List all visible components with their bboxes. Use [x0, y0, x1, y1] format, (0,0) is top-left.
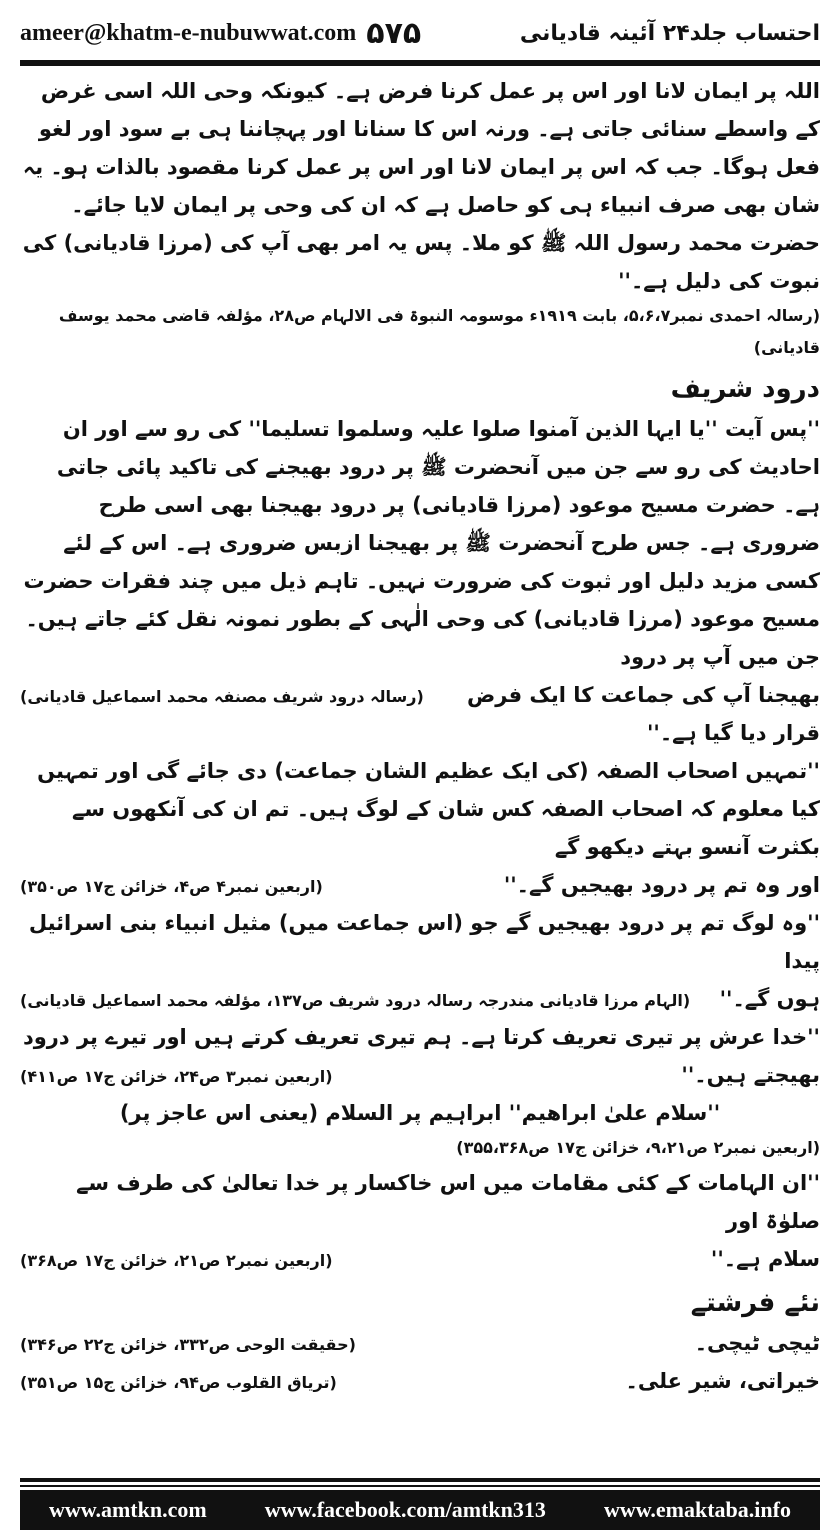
header-email: ameer@khatm-e-nubuwwat.com — [20, 19, 357, 46]
paragraph-6: ''سلام علیٰ ابراھیم'' ابراہیم پر السلام (یعنی اس عاجز پر) — [119, 1101, 721, 1125]
paragraph-3: ''تمہیں اصحاب الصفہ (کی ایک عظیم الشان جماعت) دی جائے گی اور تمہیں کیا معلوم کہ اصحاب الصفہ کس شان کے لوگ ہیں۔ تم ان کی آنکھوں سے بکثرت آنسو بہتے دیکھو گے — [37, 759, 820, 859]
footer-rule-thick — [20, 1478, 820, 1482]
paragraph-7-end: سلام ہے۔'' — [710, 1247, 820, 1271]
page-number: ۵۷۵ — [366, 15, 422, 51]
angel-item-2-row — [20, 1362, 820, 1400]
header-rule — [20, 60, 820, 66]
angel-item-1: ٹیچی ٹیچی۔ — [694, 1331, 820, 1355]
footer-bar — [20, 1490, 820, 1530]
paragraph-5-end: بھیجتے ہیں۔'' — [681, 1063, 820, 1087]
heading-durood-sharif: درود شریف — [670, 374, 820, 404]
paragraph-7-end-row — [20, 1240, 820, 1278]
footer-link-amtkn[interactable]: www.amtkn.com — [49, 1497, 207, 1522]
paragraph-7: ''ان الہامات کے کئی مقامات میں اس خاکسار پر خدا تعالیٰ کی طرف سے صلوٰۃ اور — [76, 1171, 820, 1233]
heading-new-angels: نئے فرشتے — [690, 1288, 820, 1318]
paragraph-2-end-row — [20, 676, 820, 752]
footer-link-facebook[interactable]: www.facebook.com/amtkn313 — [264, 1497, 546, 1522]
reference-2: (رسالہ درود شریف مصنفہ محمد اسماعیل قادیانی) — [20, 687, 424, 706]
paragraph-3-end-row — [20, 866, 820, 904]
angel-item-1-row — [20, 1324, 820, 1362]
paragraph-5: ''خدا عرش پر تیری تعریف کرتا ہے۔ ہم تیری تعریف کرتے ہیں اور تیرے پر درود — [22, 1025, 820, 1049]
reference-5: (اربعین نمبر۳ ص۲۴، خزائن ج۱۷ ص۴۱۱) — [20, 1067, 333, 1086]
paragraph-3-end: اور وہ تم پر درود بھیجیں گے۔'' — [503, 873, 820, 897]
reference-3: (اربعین نمبر۴ ص۴، خزائن ج۱۷ ص۳۵۰) — [20, 877, 323, 896]
footer-rule-thin — [20, 1485, 820, 1487]
footer-rules — [20, 1478, 820, 1487]
page-content — [20, 72, 820, 1400]
footer-link-emaktaba[interactable]: www.emaktaba.info — [603, 1497, 791, 1522]
angel-item-1-reference: (حقیقت الوحی ص۳۳۲، خزائن ج۲۲ ص۳۴۶) — [20, 1335, 356, 1354]
angel-item-2: خیراتی، شیر علی۔ — [625, 1369, 820, 1393]
reference-1: (رسالہ احمدی نمبر۵،۶،۷، بابت ۱۹۱۹ء موسومہ النبوۃ فی الالہام ص۲۸، مؤلفہ قاضی محمد یوسف قادیانی) — [58, 306, 820, 357]
page-header — [20, 8, 820, 58]
paragraph-4-end-row — [20, 980, 820, 1018]
paragraph-1: اللہ پر ایمان لانا اور اس پر عمل کرنا فرض ہے۔ کیونکہ وحی اللہ اسی غرض کے واسطے سنائی جاتی ہے۔ ورنہ اس کا سنانا اور پہچاننا ہی بے سود اور لغو فعل ہوگا۔ جب کہ اس پر ایمان لانا اور اس پر عمل کرنا مقصود بالذات ہو۔ یہ شان بھی صرف انبیاء ہی کو حاصل ہے کہ ان کی وحی پر ایمان لایا جائے۔ حضرت محمد رسول اللہ ﷺ کو ملا۔ پس یہ امر بھی آپ کی (مرزا قادیانی) کی نبوت کی دلیل ہے۔'' — [22, 79, 820, 293]
angel-item-2-reference: (تریاق القلوب ص۹۴، خزائن ج۱۵ ص۳۵۱) — [20, 1373, 337, 1392]
header-left — [20, 16, 421, 51]
paragraph-2-end: بھیجنا آپ کی جماعت کا ایک فرض قرار دیا گیا ہے۔'' — [467, 683, 820, 745]
paragraph-4-end: ہوں گے۔'' — [719, 987, 820, 1011]
paragraph-2: ''پس آیت ''یا ایہا الذین آمنوا صلوا علیہ وسلموا تسلیما'' کی رو سے اور ان احادیث کی رو سے جن میں آنحضرت ﷺ پر درود بھیجنے کی تاکید پائی جاتی ہے۔ حضرت مسیح موعود (مرزا قادیانی) پر درود بھیجنا بھی اسی طرح ضروری ہے۔ جس طرح آنحضرت ﷺ پر بھیجنا ازبس ضروری ہے۔ اس کے لئے کسی مزید دلیل اور ثبوت کی ضرورت نہیں۔ تاہم ذیل میں چند فقرات حضرت مسیح موعود (مرزا قادیانی) کی وحی الٰہی کے بطور نمونہ نقل کئے جاتے ہیں۔ جن میں آپ پر درود — [23, 417, 820, 669]
paragraph-5-end-row — [20, 1056, 820, 1094]
paragraph-4: ''وہ لوگ تم پر درود بھیجیں گے جو (اس جماعت میں) مثیل انبیاء بنی اسرائیل پیدا — [28, 911, 820, 973]
reference-7: (اربعین نمبر۲ ص۲۱، خزائن ج۱۷ ص۳۶۸) — [20, 1251, 333, 1270]
reference-6: (اربعین نمبر۲ ص۹،۲۱، خزائن ج۱۷ ص۳۵۵،۳۶۸) — [456, 1138, 820, 1157]
reference-4: (الہام مرزا قادیانی مندرجہ رسالہ درود شریف ص۱۳۷، مؤلفہ محمد اسماعیل قادیانی) — [20, 991, 691, 1010]
book-title: احتساب جلد۲۴ آئینہ قادیانی — [519, 20, 820, 46]
